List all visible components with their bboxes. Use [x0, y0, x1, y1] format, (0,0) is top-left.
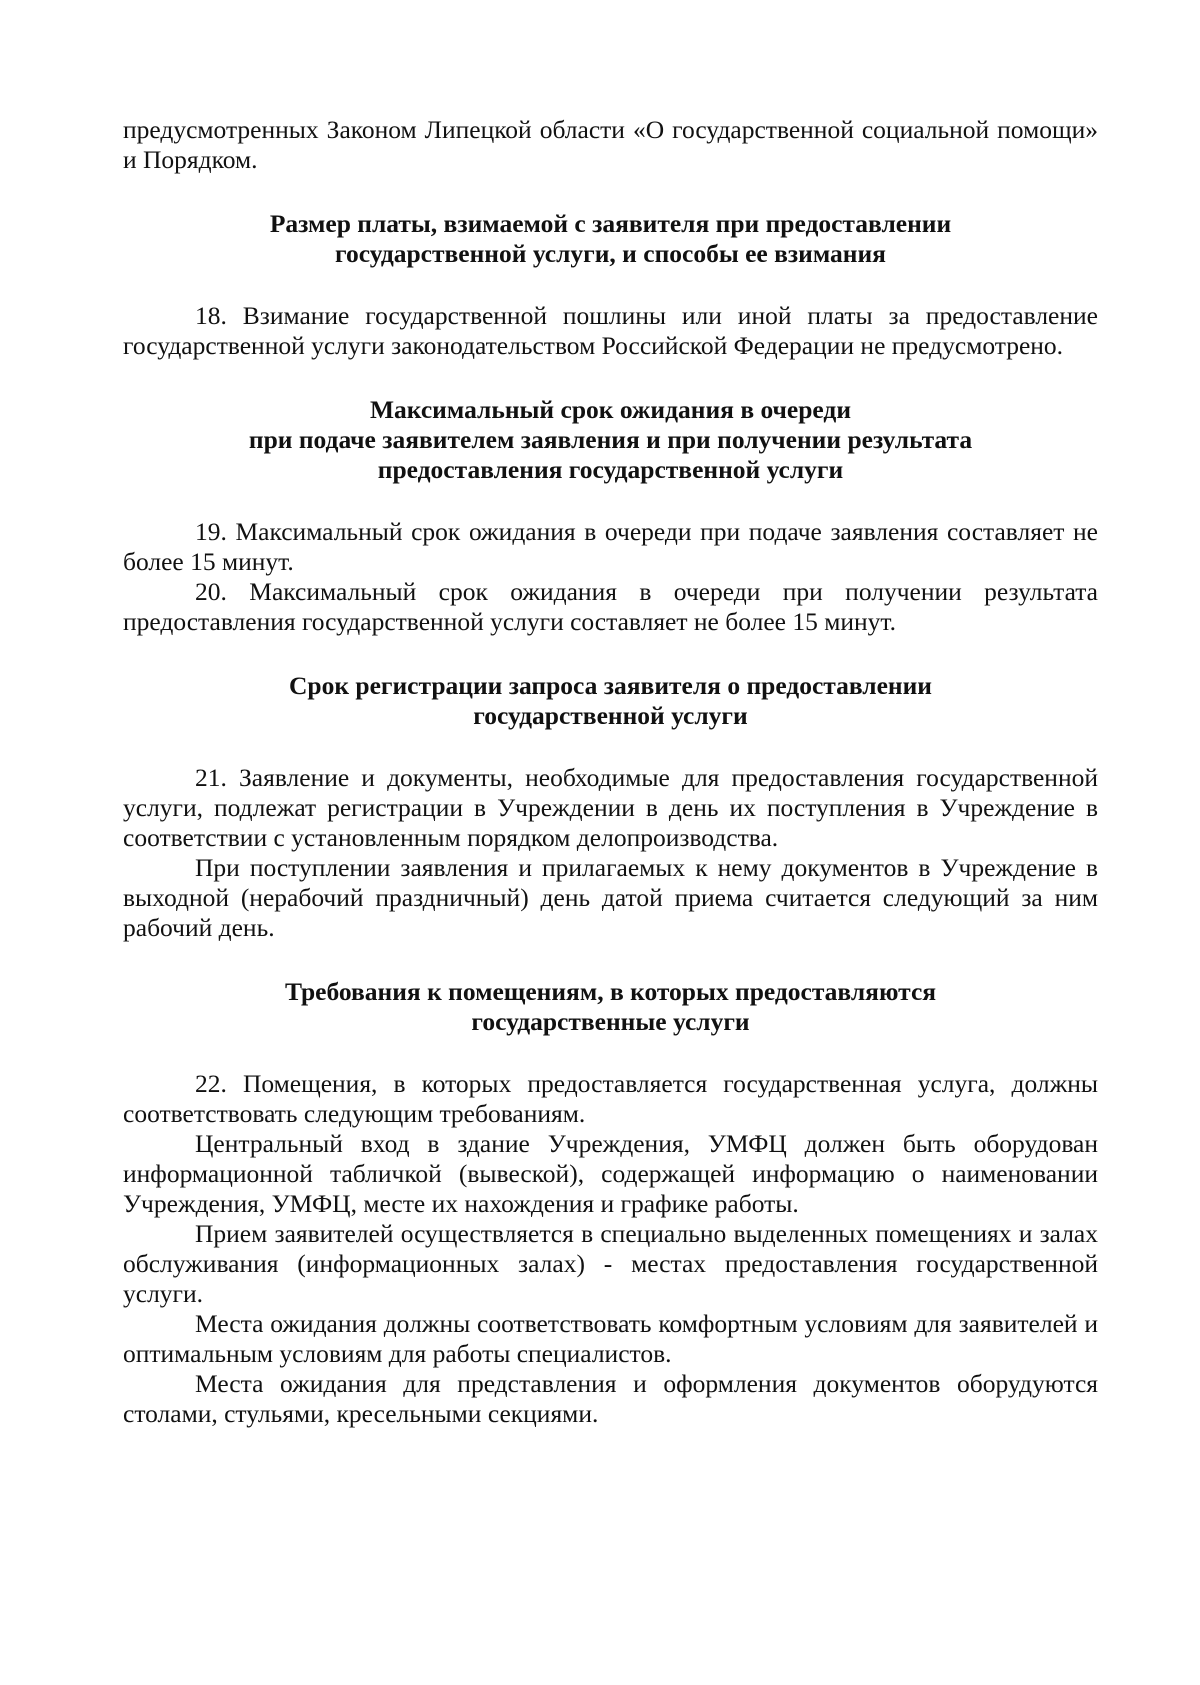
heading-fee — [123, 209, 1098, 269]
paragraph-22: 22. Помещения, в которых предоставляется государственная услуга, должны соответствовать следующим требованиям. — [123, 1069, 1098, 1128]
heading-premises — [123, 977, 1098, 1037]
paragraph-20: 20. Максимальный срок ожидания в очереди при получении результата предоставления государственной услуги составляет не более 15 минут. — [123, 577, 1098, 636]
heading-fee-line2: государственной услуги, и способы ее взимания — [335, 239, 886, 268]
heading-queue-line3: предоставления государственной услуги — [377, 455, 844, 484]
paragraph-22-reception: Прием заявителей осуществляется в специально выделенных помещениях и залах обслуживания (информационных залах) - местах предоставления государственной услуги. — [123, 1219, 1098, 1308]
paragraph-21-holiday: При поступлении заявления и прилагаемых к нему документов в Учреждение в выходной (нерабочий праздничный) день датой приема считается следующий за ним рабочий день. — [123, 853, 1098, 942]
heading-queue-line1: Максимальный срок ожидания в очереди — [369, 395, 852, 424]
paragraph-18: 18. Взимание государственной пошлины или иной платы за предоставление государственной услуги законодательством Российской Федерации не предусмотрено. — [123, 301, 1098, 360]
heading-queue-line2: при подаче заявителем заявления и при получении результата — [248, 425, 973, 454]
paragraph-22-entrance: Центральный вход в здание Учреждения, УМФЦ должен быть оборудован информационной табличкой (вывеской), содержащей информацию о наименовании Учреждения, УМФЦ, месте их нахождения и графике работы. — [123, 1129, 1098, 1218]
heading-fee-line1: Размер платы, взимаемой с заявителя при предоставлении — [269, 209, 952, 238]
paragraph-22-furniture: Места ожидания для представления и оформления документов оборудуются столами, стульями, кресельными секциями. — [123, 1369, 1098, 1428]
heading-premises-line2: государственные услуги — [471, 1007, 750, 1036]
paragraph-22-waiting: Места ожидания должны соответствовать комфортным условиям для заявителей и оптимальным условиям для работы специалистов. — [123, 1309, 1098, 1368]
document-body — [123, 115, 1098, 1429]
heading-queue — [123, 395, 1098, 485]
intro-paragraph: предусмотренных Законом Липецкой области «О государственной социальной помощи» и Порядком. — [123, 115, 1098, 174]
heading-registration-line1: Срок регистрации запроса заявителя о предоставлении — [288, 671, 933, 700]
heading-registration — [123, 671, 1098, 731]
heading-registration-line2: государственной услуги — [473, 701, 748, 730]
paragraph-21: 21. Заявление и документы, необходимые для предоставления государственной услуги, подлежат регистрации в Учреждении в день их поступления в Учреждение в соответствии с установленным порядком делопроизводства. — [123, 763, 1098, 852]
heading-premises-line1: Требования к помещениям, в которых предоставляются — [284, 977, 937, 1006]
paragraph-19: 19. Максимальный срок ожидания в очереди при подаче заявления составляет не более 15 минут. — [123, 517, 1098, 576]
